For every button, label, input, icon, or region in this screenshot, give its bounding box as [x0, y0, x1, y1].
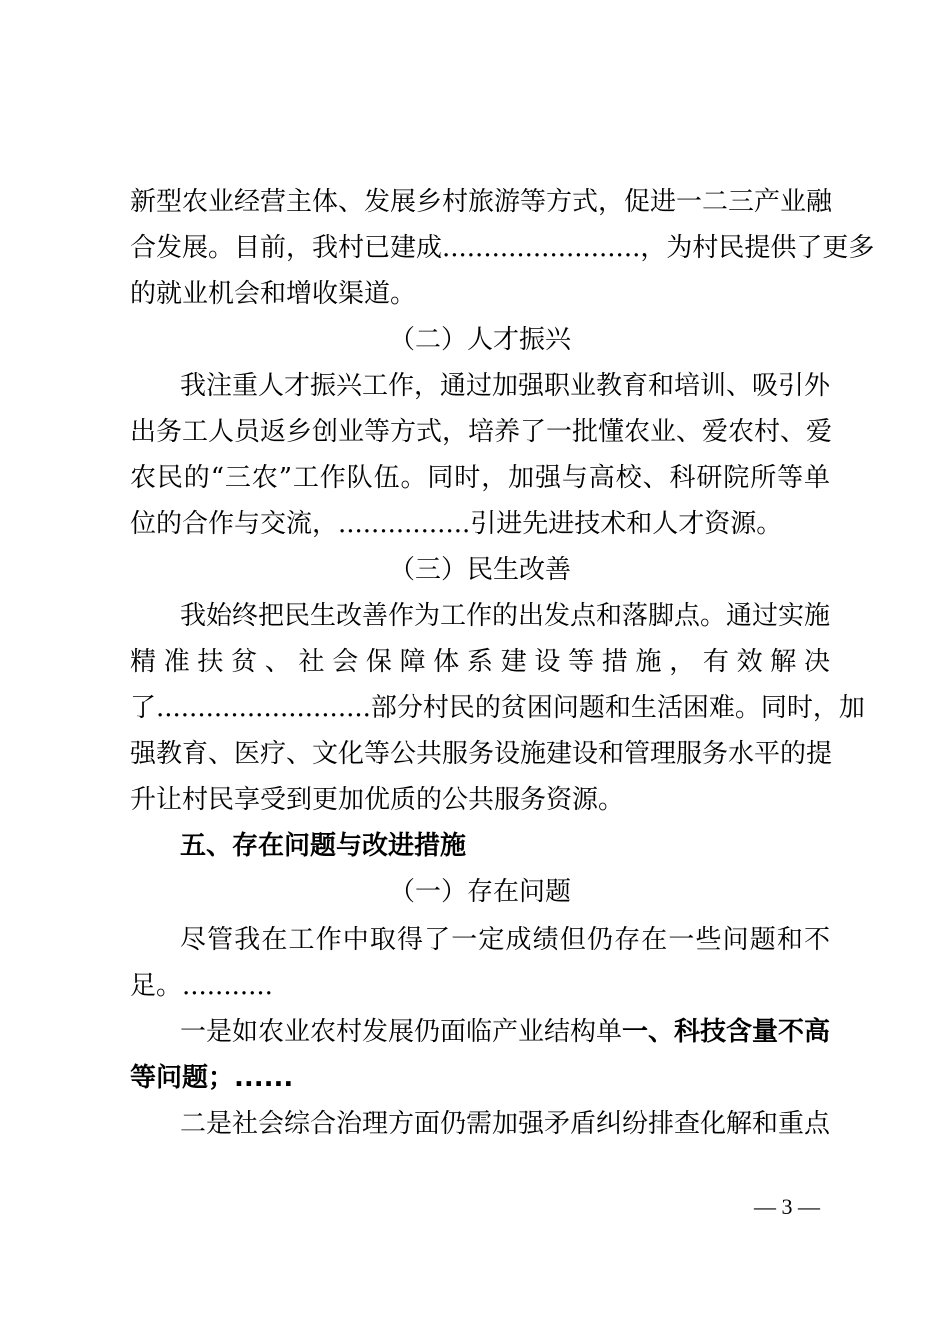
paragraph-line: 了..........................部分村民的贫困问题和生活困难。同时，加 [130, 693, 865, 723]
paragraph-line: 我注重人才振兴工作，通过加强职业教育和培训、吸引外 [180, 371, 831, 401]
section-heading: （二）人才振兴 [388, 325, 571, 355]
paragraph-line: 我始终把民生改善作为工作的出发点和落脚点。通过实施 [180, 601, 831, 631]
paragraph-line: 的就业机会和增收渠道。 [130, 279, 417, 309]
paragraph-line: 合发展。目前，我村已建成........................，为村民提供了更多 [130, 233, 875, 263]
paragraph-bold-text: 一、科技含量不高 [622, 1017, 831, 1047]
paragraph-line: 二是社会综合治理方面仍需加强矛盾纠纷排查化解和重点 [180, 1109, 831, 1139]
paragraph-line: 农民的“三农”工作队伍。同时，加强与高校、科研院所等单 [130, 463, 830, 493]
page-number: — 3 — [754, 1194, 820, 1219]
paragraph-line [180, 1016, 830, 1048]
paragraph-line: 足。........... [130, 971, 273, 1001]
paragraph-line: 升让村民享受到更加优质的公共服务资源。 [130, 785, 625, 815]
paragraph-line: 新型农业经营主体、发展乡村旅游等方式，促进一二三产业融 [130, 187, 833, 217]
paragraph-line: 位的合作与交流，................引进先进技术和人才资源。 [130, 509, 783, 539]
paragraph-line: 强教育、医疗、文化等公共服务设施建设和管理服务水平的提 [130, 739, 833, 769]
paragraph-line: 尽管我在工作中取得了一定成绩但仍存在一些问题和不 [180, 925, 830, 955]
paragraph-line: 等问题；...... [130, 1063, 294, 1093]
section-heading: （三）民生改善 [388, 555, 571, 585]
paragraph-text: 一是如农业农村发展仍面临产业结构单 [180, 1017, 623, 1047]
paragraph-line: 精准扶贫、社会保障体系建设等措施，有效解决 [130, 647, 830, 677]
paragraph-line: 出务工人员返乡创业等方式，培养了一批懂农业、爱农村、爱 [130, 417, 833, 447]
section-heading: （一）存在问题 [388, 877, 571, 907]
chapter-heading: 五、存在问题与改进措施 [180, 831, 467, 861]
